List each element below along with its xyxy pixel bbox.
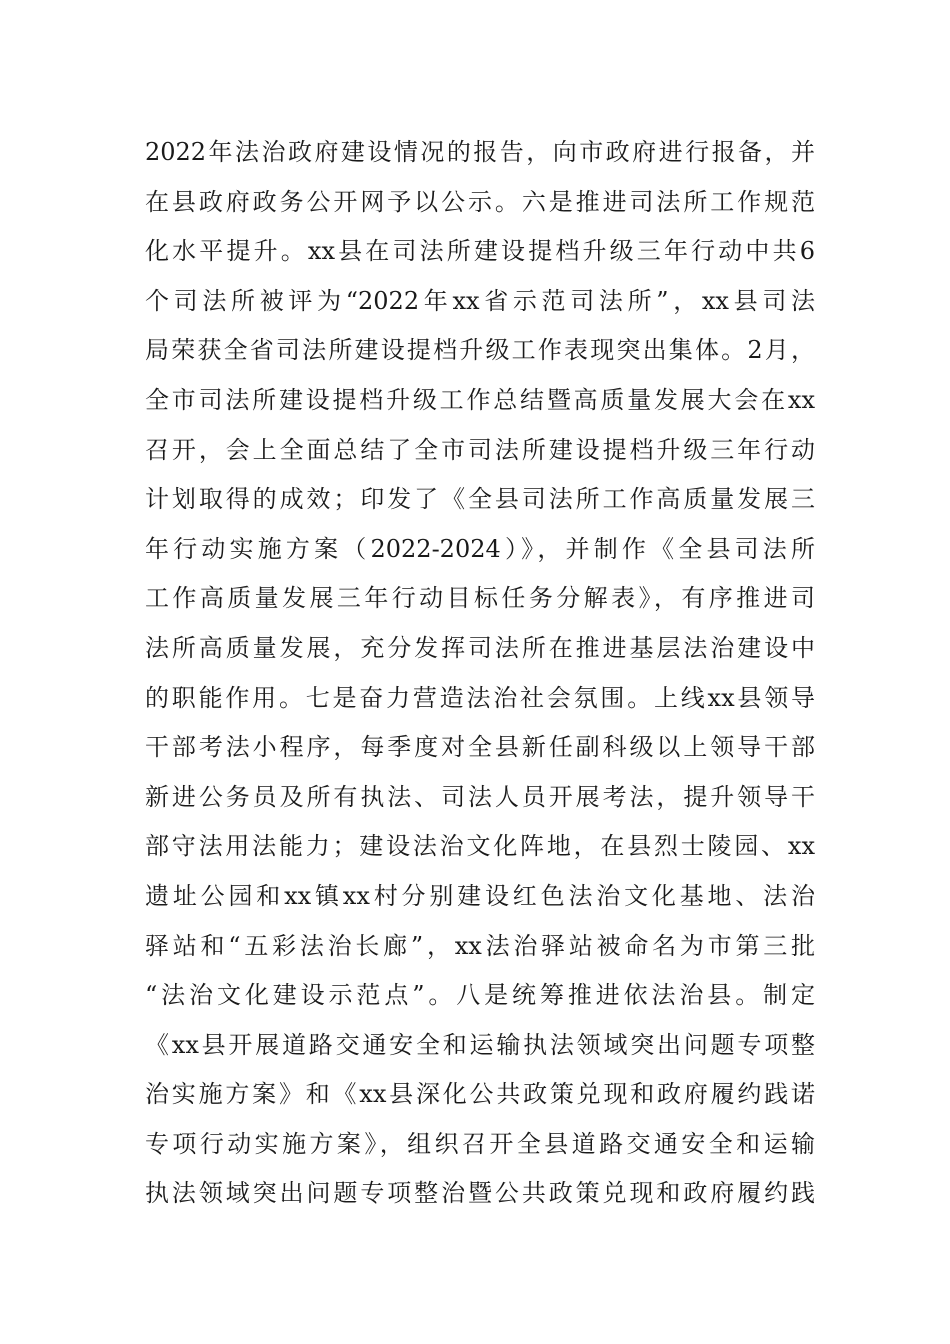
text-line: 在县政府政务公开网予以公示。六是推进司法所工作规范 (145, 187, 815, 216)
text-line: 召开，会上全面总结了全市司法所建设提档升级三年行动 (145, 435, 815, 464)
text-line: 新进公务员及所有执法、司法人员开展考法，提升领导干 (145, 782, 815, 811)
text-line: 计划取得的成效；印发了《全县司法所工作高质量发展三 (145, 485, 815, 514)
body-text (145, 128, 815, 1219)
text-line: 《xx县开展道路交通安全和运输执法领域突出问题专项整 (145, 1030, 815, 1059)
text-line: 全市司法所建设提档升级工作总结暨高质量发展大会在xx (145, 385, 815, 414)
text-line: 年行动实施方案（2022-2024）》，并制作《全县司法所 (145, 534, 815, 563)
text-line: 驿站和“五彩法治长廊”，xx法治驿站被命名为市第三批 (145, 931, 815, 960)
text-line: 工作高质量发展三年行动目标任务分解表》，有序推进司 (145, 584, 815, 613)
text-line: 的职能作用。七是奋力营造法治社会氛围。上线xx县领导 (145, 683, 815, 712)
text-line: 2022年法治政府建设情况的报告，向市政府进行报备，并 (145, 138, 815, 166)
text-line: 治实施方案》和《xx县深化公共政策兑现和政府履约践诺 (145, 1080, 815, 1109)
text-line: 个司法所被评为“2022年xx省示范司法所”，xx县司法 (145, 286, 815, 315)
text-line: 遗址公园和xx镇xx村分别建设红色法治文化基地、法治 (145, 881, 815, 910)
text-line: “法治文化建设示范点”。八是统筹推进依法治县。制定 (145, 981, 815, 1010)
text-line: 专项行动实施方案》，组织召开全县道路交通安全和运输 (145, 1129, 815, 1158)
text-line: 执法领域突出问题专项整治暨公共政策兑现和政府履约践 (145, 1179, 815, 1208)
text-line: 局荣获全省司法所建设提档升级工作表现突出集体。2月， (145, 336, 815, 365)
text-line: 干部考法小程序，每季度对全县新任副科级以上领导干部 (145, 733, 815, 762)
text-line: 化水平提升。xx县在司法所建设提档升级三年行动中共6 (145, 237, 815, 266)
text-line: 部守法用法能力；建设法治文化阵地，在县烈士陵园、xx (145, 832, 815, 861)
text-line: 法所高质量发展，充分发挥司法所在推进基层法治建设中 (145, 633, 815, 662)
